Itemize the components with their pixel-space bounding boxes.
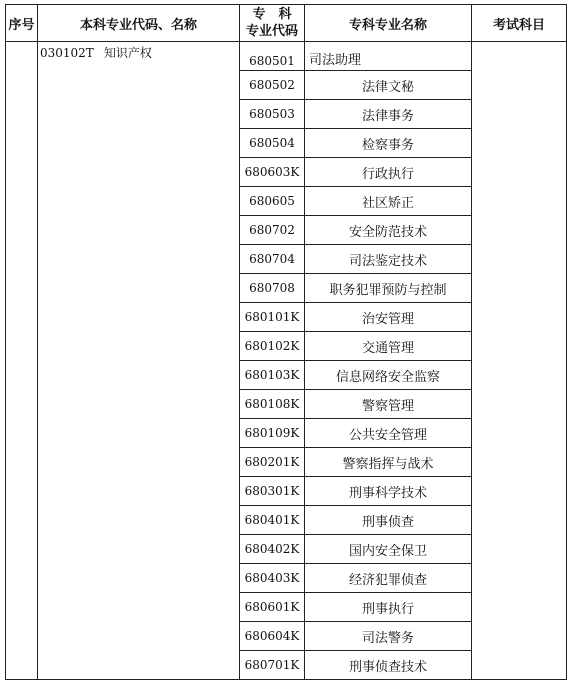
- associate-code-cell: 680103K: [240, 361, 305, 390]
- associate-name-cell: 警察管理: [305, 390, 472, 419]
- associate-code-cell: 680504: [240, 129, 305, 158]
- associate-name-cell: 刑事侦查: [305, 506, 472, 535]
- header-exam-subjects: 考试科目: [472, 5, 567, 42]
- associate-code-cell: 680708: [240, 274, 305, 303]
- associate-name-cell: 行政执行: [305, 158, 472, 187]
- associate-code-cell: 680503: [240, 100, 305, 129]
- associate-name-cell: 交通管理: [305, 332, 472, 361]
- bachelor-major-cell: [38, 42, 240, 680]
- seq-cell: [6, 42, 38, 680]
- header-seq: 序号: [6, 5, 38, 42]
- associate-name-cell: 检察事务: [305, 129, 472, 158]
- associate-code-cell: 680201K: [240, 448, 305, 477]
- associate-code-cell: 680502: [240, 71, 305, 100]
- associate-name-cell: 警察指挥与战术: [305, 448, 472, 477]
- major-mapping-table: [5, 4, 567, 680]
- associate-code-cell: 680603K: [240, 158, 305, 187]
- associate-name-cell: 经济犯罪侦查: [305, 564, 472, 593]
- header-associate-code: [240, 5, 305, 42]
- associate-code-cell: 680109K: [240, 419, 305, 448]
- header-bachelor-code-name: 本科专业代码、名称: [38, 5, 240, 42]
- associate-name-cell: 刑事科学技术: [305, 477, 472, 506]
- associate-code-cell: 680403K: [240, 564, 305, 593]
- associate-code-cell: 680601K: [240, 593, 305, 622]
- associate-name-cell: 刑事执行: [305, 593, 472, 622]
- associate-code-cell: 680401K: [240, 506, 305, 535]
- associate-code-cell: 680604K: [240, 622, 305, 651]
- associate-name-cell: 司法助理: [305, 42, 472, 71]
- associate-code-cell: 680704: [240, 245, 305, 274]
- associate-code-cell: 680101K: [240, 303, 305, 332]
- associate-name-cell: 司法警务: [305, 622, 472, 651]
- associate-name-cell: 法律事务: [305, 100, 472, 129]
- associate-name-cell: 信息网络安全监察: [305, 361, 472, 390]
- associate-code-cell: 680102K: [240, 332, 305, 361]
- associate-name-cell: 社区矫正: [305, 187, 472, 216]
- bachelor-major-name: 知识产权: [103, 46, 152, 60]
- associate-code-cell: 680702: [240, 216, 305, 245]
- associate-name-cell: 法律文秘: [305, 71, 472, 100]
- associate-code-cell: 680402K: [240, 535, 305, 564]
- associate-name-cell: 国内安全保卫: [305, 535, 472, 564]
- associate-name-cell: 治安管理: [305, 303, 472, 332]
- associate-code-cell: 680501: [240, 42, 305, 71]
- associate-name-cell: 职务犯罪预防与控制: [305, 274, 472, 303]
- associate-code-cell: 680605: [240, 187, 305, 216]
- associate-name-cell: 公共安全管理: [305, 419, 472, 448]
- header-associate-name: 专科专业名称: [305, 5, 472, 42]
- associate-code-cell: 680108K: [240, 390, 305, 419]
- bachelor-major-code: 030102T: [40, 46, 94, 60]
- exam-subjects-cell: [472, 42, 567, 680]
- header-associate-code-line1: 专 科: [252, 7, 292, 22]
- associate-code-cell: 680701K: [240, 651, 305, 680]
- table-row: [6, 42, 567, 71]
- associate-code-cell: 680301K: [240, 477, 305, 506]
- table-body: [6, 42, 567, 680]
- header-row: [6, 5, 567, 42]
- associate-name-cell: 司法鉴定技术: [305, 245, 472, 274]
- associate-name-cell: 刑事侦查技术: [305, 651, 472, 680]
- associate-name-cell: 安全防范技术: [305, 216, 472, 245]
- header-associate-code-line2: 专业代码: [245, 24, 298, 39]
